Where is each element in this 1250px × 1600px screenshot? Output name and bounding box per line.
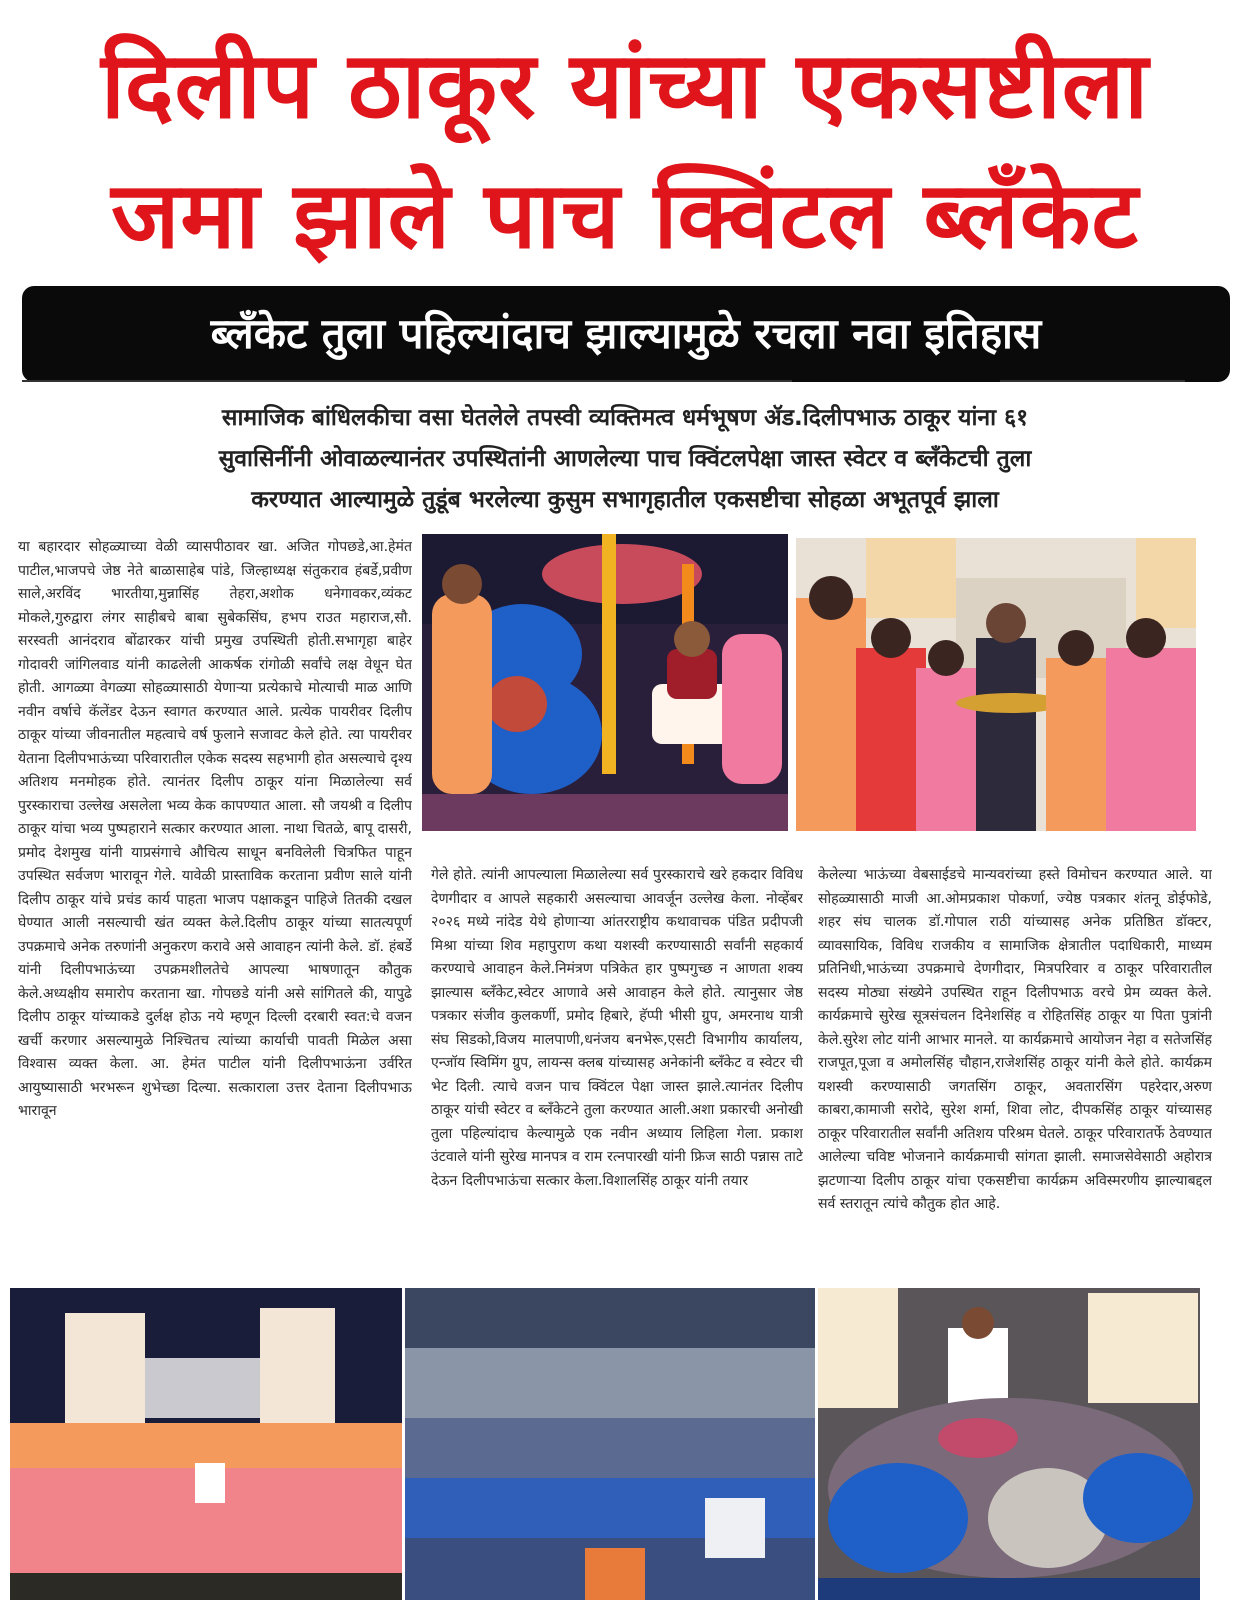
photo-group	[10, 1288, 402, 1600]
photo-audience	[405, 1288, 815, 1600]
divider-right	[1000, 380, 1185, 382]
intro-summary	[30, 398, 1220, 521]
subheadline-bar	[22, 286, 1230, 382]
photo-blanket-tula	[422, 534, 788, 831]
divider-left	[22, 380, 792, 382]
intro-line-2: सुवासिनींनी ओवाळल्यानंतर उपस्थितांनी आणलेल्या पाच क्विंटलपेक्षा जास्त स्वेटर व ब्लँकेटची तुला	[218, 446, 1032, 472]
intro-line-1: सामाजिक बांधिलकीचा वसा घेतलेले तपस्वी व्यक्तिमत्व धर्मभूषण ॲड.दिलीपभाऊ ठाकूर यांना ६१	[221, 405, 1029, 431]
article-column-3: केलेल्या भाऊंच्या वेबसाईडचे मान्यवरांच्या हस्ते विमोचन करण्यात आले. या सोहळ्यासाठी माजी आ.ओमप्रकाश पोकर्णा, ज्येष्ठ पत्रकार शंतनू डोईफोडे, शहर संघ चालक डॉ.गोपाल राठी यांच्यासह अनेक प्रतिष्ठित डॉक्टर, व्यावसायिक, विविध राजकीय व सामाजिक क्षेत्रातील पदाधिकारी, माध्यम प्रतिनिधी,भाऊंच्या उपक्रमाचे देणगीदार, मित्रपरिवार व ठाकूर परिवारातील सदस्य मोठ्या संख्येने उपस्थित राहून दिलीपभाऊ वरचे प्रेम व्यक्त केले. कार्यक्रमाचे सुरेख सूत्रसंचलन दिनेशसिंह व रोहितसिंह ठाकूर या पिता पुत्रांनी केले.सुरेश लोट यांनी आभार मानले. या कार्यक्रमाचे आयोजन नेहा व सतेजसिंह राजपूत,पूजा व अमोलसिंह चौहान,राजेशसिंह ठाकूर यांनी केले होते. कार्यक्रम यशस्वी करण्यासाठी जगतसिंग ठाकूर, अवतारसिंग पहरेदार,अरुण काबरा,कामाजी सरोदे, सुरेश शर्मा, शिवा लोट, दीपकसिंह ठाकूर यांच्यासह ठाकूर परिवारातील सर्वांनी अतिशय परिश्रम घेतले. ठाकूर परिवारातर्फे ठेवण्यात आलेल्या चविष्ट भोजनाने कार्यक्रमाची सांगता झाली. समाजसेवेसाठी अहोरात्र झटणाऱ्या दिलीप ठाकूर यांचा एकसष्टीचा कार्यक्रम अविस्मरणीय झाल्याबद्दल सर्व स्तरातून त्यांचे कौतुक होत आहे.	[818, 867, 1212, 1212]
photo-aarti	[796, 538, 1196, 831]
subheadline-text: ब्लँकेट तुला पहिल्यांदाच झाल्यामुळे रचला नवा इतिहास	[210, 309, 1042, 358]
headline-line-1: दिलीप ठाकूर यांच्या एकसष्टीला	[100, 32, 1150, 139]
intro-line-3: करण्यात आल्यामुळे तुडूंब भरलेल्या कुसुम सभागृहातील एकसष्टीचा सोहळा अभूतपूर्व झाला	[251, 487, 999, 513]
photo-blanket-pile	[818, 1288, 1200, 1600]
article-column-2: गेले होते. त्यांनी आपल्याला मिळालेल्या सर्व पुरस्काराचे खरे हकदार विविध देणगीदार व आपले सहकारी असल्याचा आवर्जून उल्लेख केला. नोव्हेंबर २०२६ मध्ये नांदेड येथे होणाऱ्या आंतरराष्ट्रीय कथावाचक पंडित प्रदीपजी मिश्रा यांच्या शिव महापुराण कथा यशस्वी करण्यासाठी सर्वांनी सहकार्य करण्याचे आवाहन केले.निमंत्रण पत्रिकेत हार पुष्पगुच्छ न आणता शक्य झाल्यास ब्लॅंकेट,स्वेटर आणावे असे आवाहन केले होते. त्यानुसार जेष्ठ पत्रकार संजीव कुलकर्णी, प्रमोद हिबारे, हॅप्पी भीसी ग्रुप, अमरनाथ यात्री संघ सिडको,विजय मालपाणी,धनंजय बनभेरू,एसटी विभागीय कार्यालय, एन्जॉय स्विमिंग ग्रुप, लायन्स क्लब यांच्यासह अनेकांनी ब्लॅंकेट व स्वेटर ची भेट दिली. त्याचे वजन पाच क्विंटल पेक्षा जास्त झाले.त्यानंतर दिलीप ठाकूर यांची स्वेटर व ब्लॅंकेटने तुला करण्यात आली.अशा प्रकारची अनोखी तुला पहिल्यांदाच केल्यामुळे एक नवीन अध्याय लिहिला गेला. प्रकाश उंटवाले यांनी सुरेख मानपत्र व राम रत्नपारखी यांनी फ्रिज साठी पन्नास ताटे देऊन दिलीपभाऊंचा सत्कार केला.विशालसिंह ठाकूर यांनी तयार	[431, 867, 803, 1189]
headline-line-2: जमा झाले पाच क्विंटल ब्लँकेट	[111, 162, 1139, 269]
article-column-1: या बहारदार सोहळ्याच्या वेळी व्यासपीठावर खा. अजित गोपछडे,आ.हेमंत पाटील,भाजपचे जेष्ठ नेते बाळासाहेब पांडे, जिल्हाध्यक्ष संतुकराव हंबर्डे,प्रवीण साले,अरविंद भारतीया,मुन्नासिंह तेहरा,अशोक धनेगावकर,व्यंकट मोकले,गुरुद्वारा लंगर साहीबचे बाबा सुबेकसिंघ, हभप राउत महाराज,सौ. सरस्वती आनंदराव बोंढारकर यांची प्रमुख उपस्थिती होती.सभागृहा बाहेर गोदावरी जांगिलवाड यांनी काढलेली आकर्षक रांगोळी सर्वांचे लक्ष वेधून घेत होती. आगळ्या वेगळ्या सोहळ्यासाठी येणाऱ्या प्रत्येकाचे मोत्याची माळ आणि नवीन वर्षाचे कॅलेंडर देऊन स्वागत करण्यात आले. प्रत्येक पायरीवर दिलीप ठाकूर यांच्या जीवनातील महत्वाचे वर्ष फुलाने सजावट केले होते. त्या पायरीवर येताना दिलीपभाऊंच्या परिवारातील एकेक सदस्य सहभागी होत असल्याचे दृश्य अतिशय मनमोहक होते. त्यानंतर दिलीप ठाकूर यांना मिळालेल्या सर्व पुरस्काराचा उल्लेख असलेला भव्य केक कापण्यात आला. सौ जयश्री व दिलीप ठाकूर यांचा भव्य पुष्पहाराने सत्कार करण्यात आला. नाथा चितळे, बापू दासरी, प्रमोद देशमुख यांनी याप्रसंगाचे औचित्य साधून बनविलेली चित्रफित पाहून उपस्थित सर्वजण भारावून गेले. यावेळी प्रास्ताविक करताना प्रवीण साले यांनी दिलीप ठाकूर यांचे प्रचंड कार्य पाहता भाजप पक्षाकडून पाहिजे तितकी दखल घेण्यात आली नसल्याची खंत व्यक्त केले.दिलीप ठाकूर यांच्या सातत्यपूर्ण उपक्रमाचे अनेक तरुणांनी अनुकरण करावे असे आवाहन त्यांनी केले. डॉ. हंबर्डे यांनी दिलीपभाऊंच्या उपक्रमशीलतेचे आपल्या भाषणातून कौतुक केले.अध्यक्षीय समारोप करताना खा. गोपछडे यांनी असे सांगितले की, यापुढे दिलीप ठाकूर यांच्याकडे दुर्लक्ष होऊ नये म्हणून दिल्ली दरबारी स्वत:चे वजन खर्ची करणार असल्यामुळे निश्चितच त्यांच्या कार्याची पावती मिळेल असा विश्वास व्यक्त केला. आ. हेमंत पाटील यांनी दिलीपभाऊंना उर्वरित आयुष्यासाठी भरभरून शुभेच्छा दिल्या. सत्काराला उत्तर देताना दिलीपभाऊ भारावून	[18, 539, 412, 1119]
